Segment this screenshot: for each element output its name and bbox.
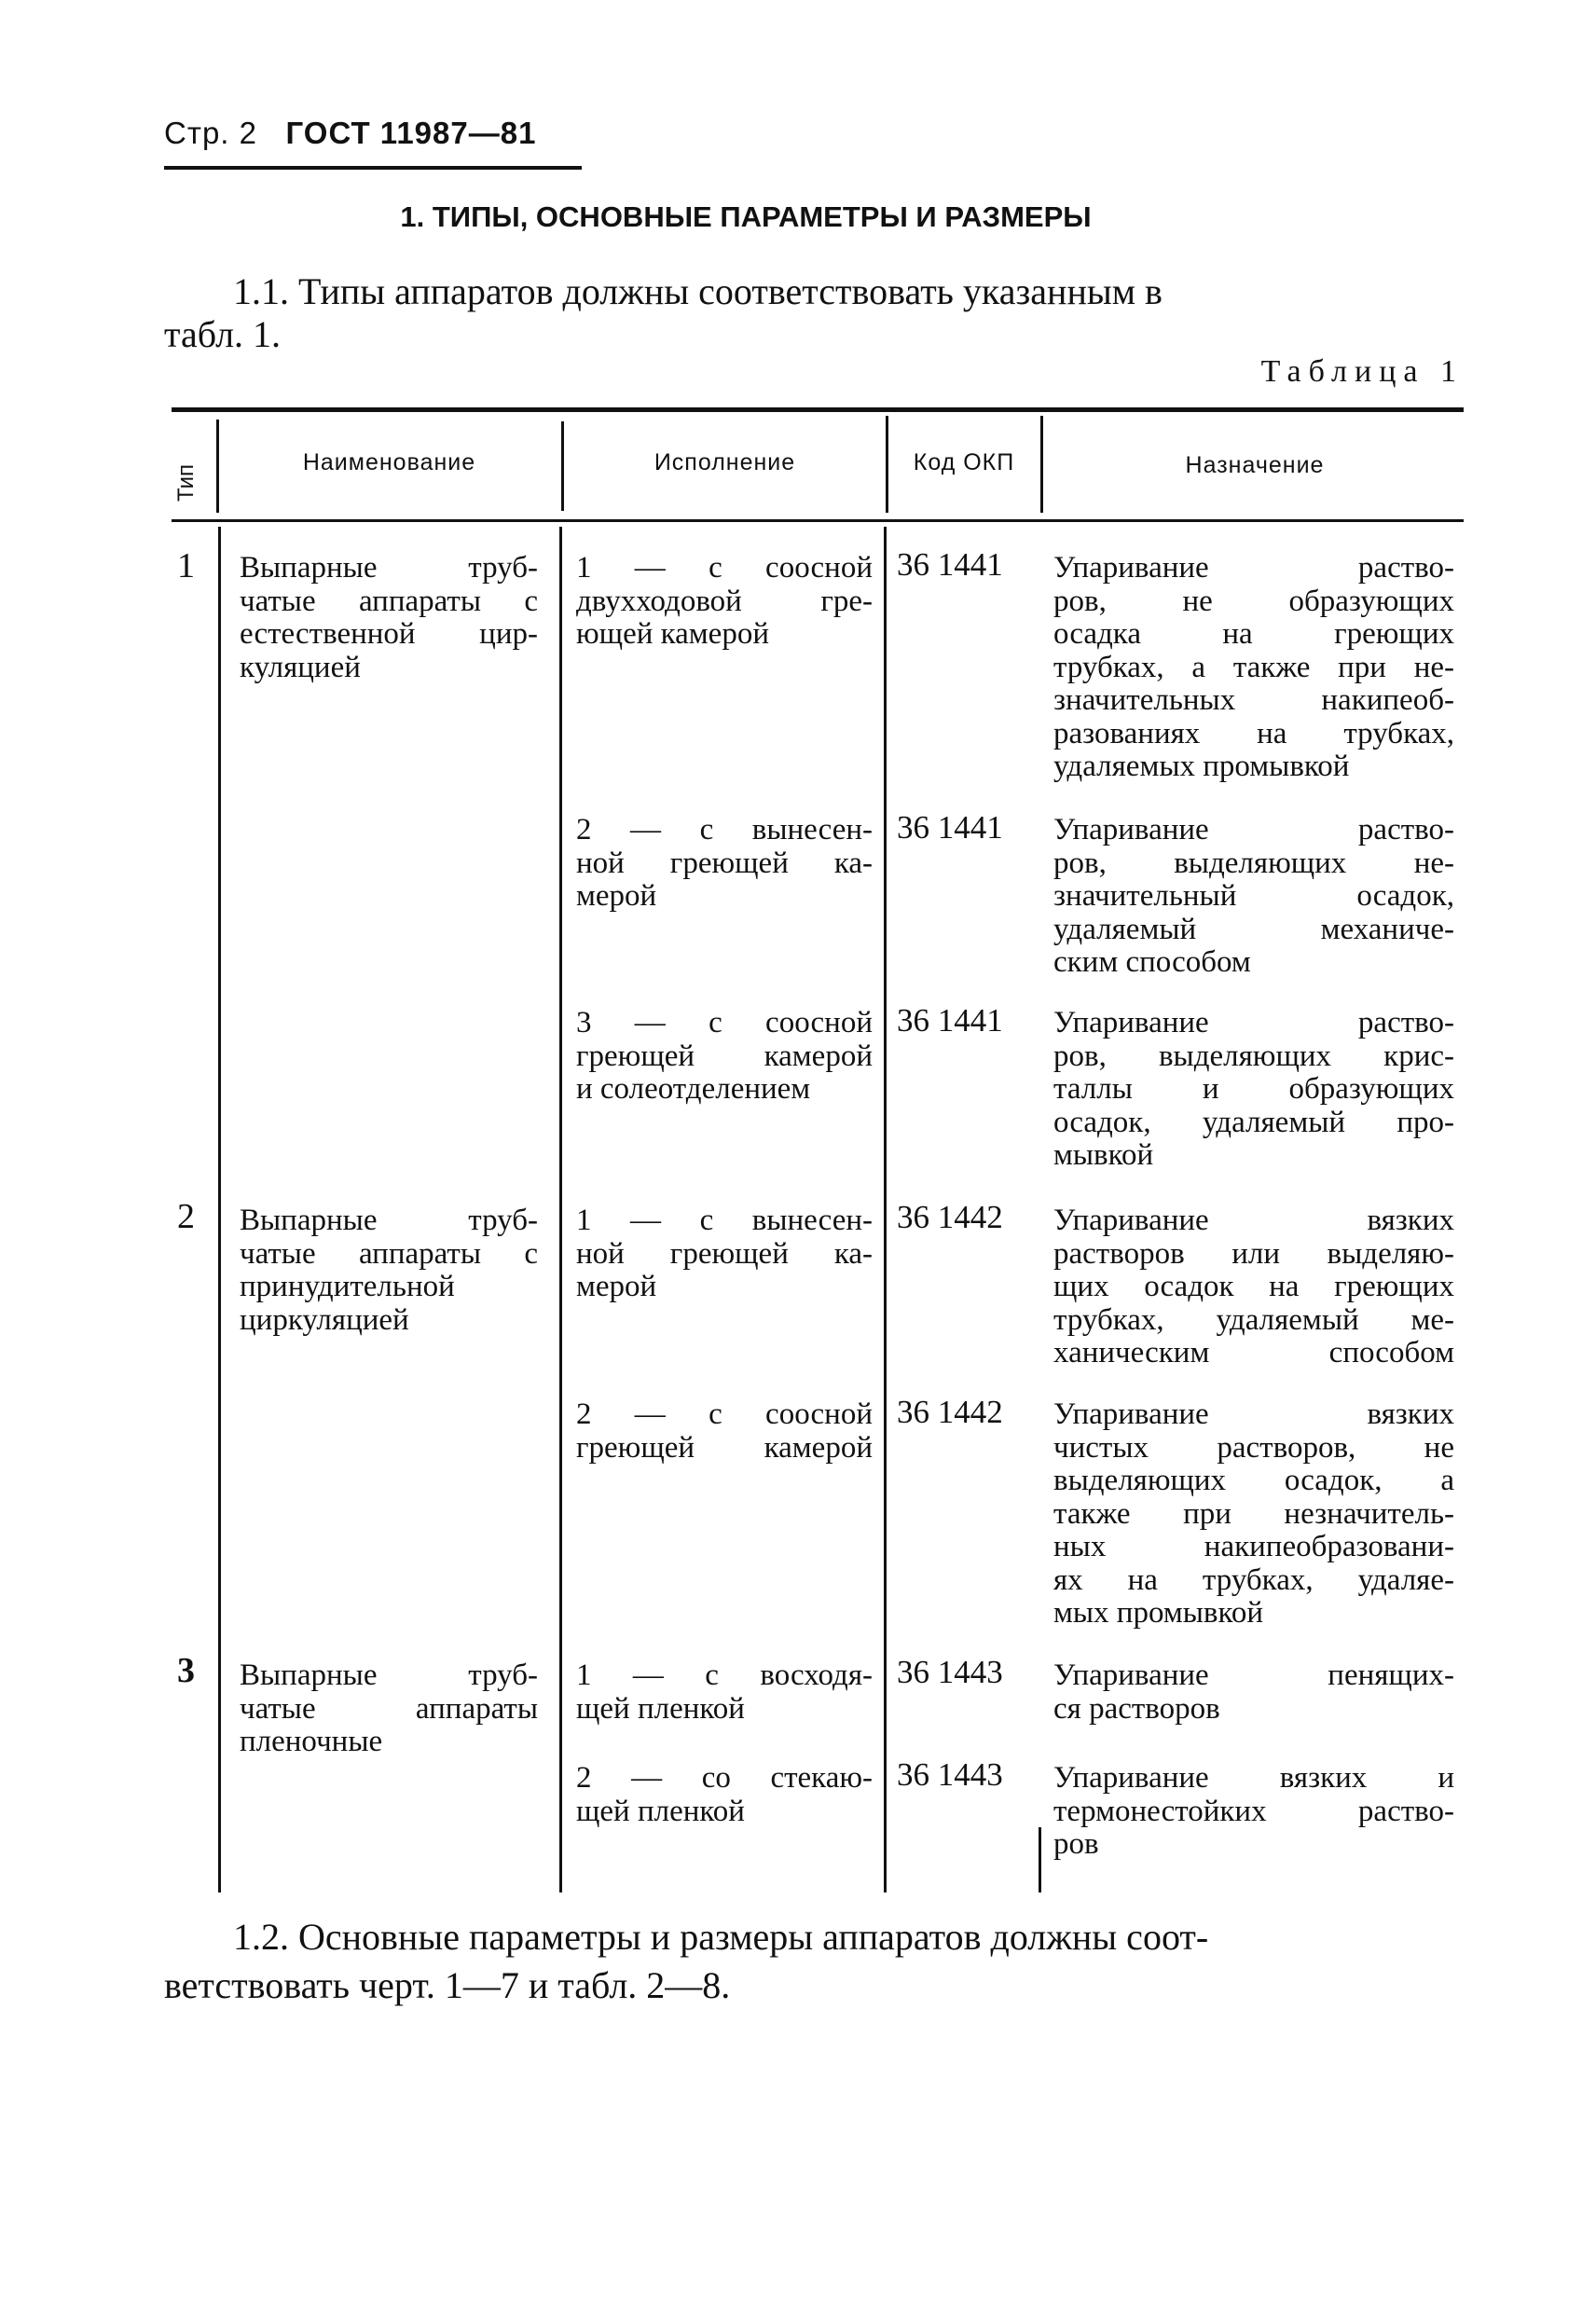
table-header-rule xyxy=(172,519,1464,522)
purpose-cell: Упаривание раство- ров, выделяющих не- значительный осадок, удаляемый механиче- ским способом xyxy=(1053,813,1454,979)
type-number: 2 xyxy=(177,1197,195,1236)
type-name: Выпарные труб- чатые аппараты пленочные xyxy=(240,1658,538,1758)
header-code: Код ОКП xyxy=(913,449,1015,475)
standard-number: ГОСТ 11987—81 xyxy=(285,116,537,150)
table-label: Таблица 1 xyxy=(1260,354,1464,389)
execution-cell: 3 — с соосной греющей камерой и солеотделением xyxy=(576,1006,873,1106)
purpose-cell: Упаривание вязких растворов или выделяю- щих осадок на греющих трубках, удаляемый ме- ханическим способом xyxy=(1053,1204,1454,1369)
type-number: 3 xyxy=(177,1651,195,1690)
column-divider xyxy=(884,527,887,1892)
header-purpose: Назначение xyxy=(1185,452,1325,478)
purpose-cell: Упаривание раство- ров, выделяющих крис- таллы и образующих осадок, удаляемый про- мывкой xyxy=(1053,1006,1454,1172)
type-number: 1 xyxy=(177,546,195,585)
okp-code: 36 1443 xyxy=(897,1654,1003,1690)
type-name: Выпарные труб- чатые аппараты с естественной цир- куляцией xyxy=(240,551,538,684)
purpose-cell: Упаривание пенящих- ся растворов xyxy=(1053,1658,1454,1726)
page-label: Стр. 2 xyxy=(164,116,257,150)
running-header xyxy=(164,116,536,151)
execution-cell: 1 — с вынесен- ной греющей ка- мерой xyxy=(576,1204,873,1303)
header-divider xyxy=(1040,416,1043,513)
okp-code: 36 1442 xyxy=(897,1394,1003,1430)
header-divider xyxy=(216,420,219,513)
execution-cell: 2 — со стекаю- щей пленкой xyxy=(576,1761,873,1828)
para-1-2-line2: ветствовать черт. 1—7 и табл. 2—8. xyxy=(164,1964,731,2006)
header-type: Тип xyxy=(173,463,199,502)
table-top-rule xyxy=(172,407,1464,412)
execution-cell: 1 — с восходя- щей пленкой xyxy=(576,1658,873,1726)
para-1-1-line1: 1.1. Типы аппаратов должны соответствовать указанным в xyxy=(233,270,1163,312)
purpose-cell: Упаривание вязких и термонестойких раство- ров xyxy=(1053,1761,1454,1861)
execution-cell: 1 — с соосной двухходовой гре- ющей камерой xyxy=(576,551,873,651)
column-divider xyxy=(559,527,562,1892)
okp-code: 36 1441 xyxy=(897,809,1003,846)
column-divider xyxy=(218,527,221,1892)
type-name: Выпарные труб- чатые аппараты с принудительной циркуляцией xyxy=(240,1204,538,1337)
column-divider xyxy=(1039,1827,1041,1892)
okp-code: 36 1441 xyxy=(897,1002,1003,1039)
header-execution: Исполнение xyxy=(654,449,796,475)
purpose-cell: Упаривание вязких чистых растворов, не выделяющих осадок, а также при незначитель- ных накипеобразовани- ях на трубках, удаляе- мых промывкой xyxy=(1053,1397,1454,1630)
purpose-cell: Упаривание раство- ров, не образующих осадка на греющих трубках, а также при не- значительных накипеоб- разованиях на трубках, удаляемых промывкой xyxy=(1053,551,1454,783)
header-name: Наименование xyxy=(302,449,476,475)
para-1-1-line2: табл. 1. xyxy=(164,313,282,355)
okp-code: 36 1442 xyxy=(897,1199,1003,1235)
execution-cell: 2 — с соосной греющей камерой xyxy=(576,1397,873,1465)
execution-cell: 2 — с вынесен- ной греющей ка- мерой xyxy=(576,813,873,913)
header-divider xyxy=(561,421,564,511)
header-rule xyxy=(164,166,582,170)
okp-code: 36 1441 xyxy=(897,546,1003,583)
header-divider xyxy=(886,416,888,513)
para-1-2-line1: 1.2. Основные параметры и размеры аппаратов должны соот- xyxy=(233,1916,1209,1958)
section-title: 1. ТИПЫ, ОСНОВНЫЕ ПАРАМЕТРЫ И РАЗМЕРЫ xyxy=(400,200,1092,233)
okp-code: 36 1443 xyxy=(897,1756,1003,1793)
